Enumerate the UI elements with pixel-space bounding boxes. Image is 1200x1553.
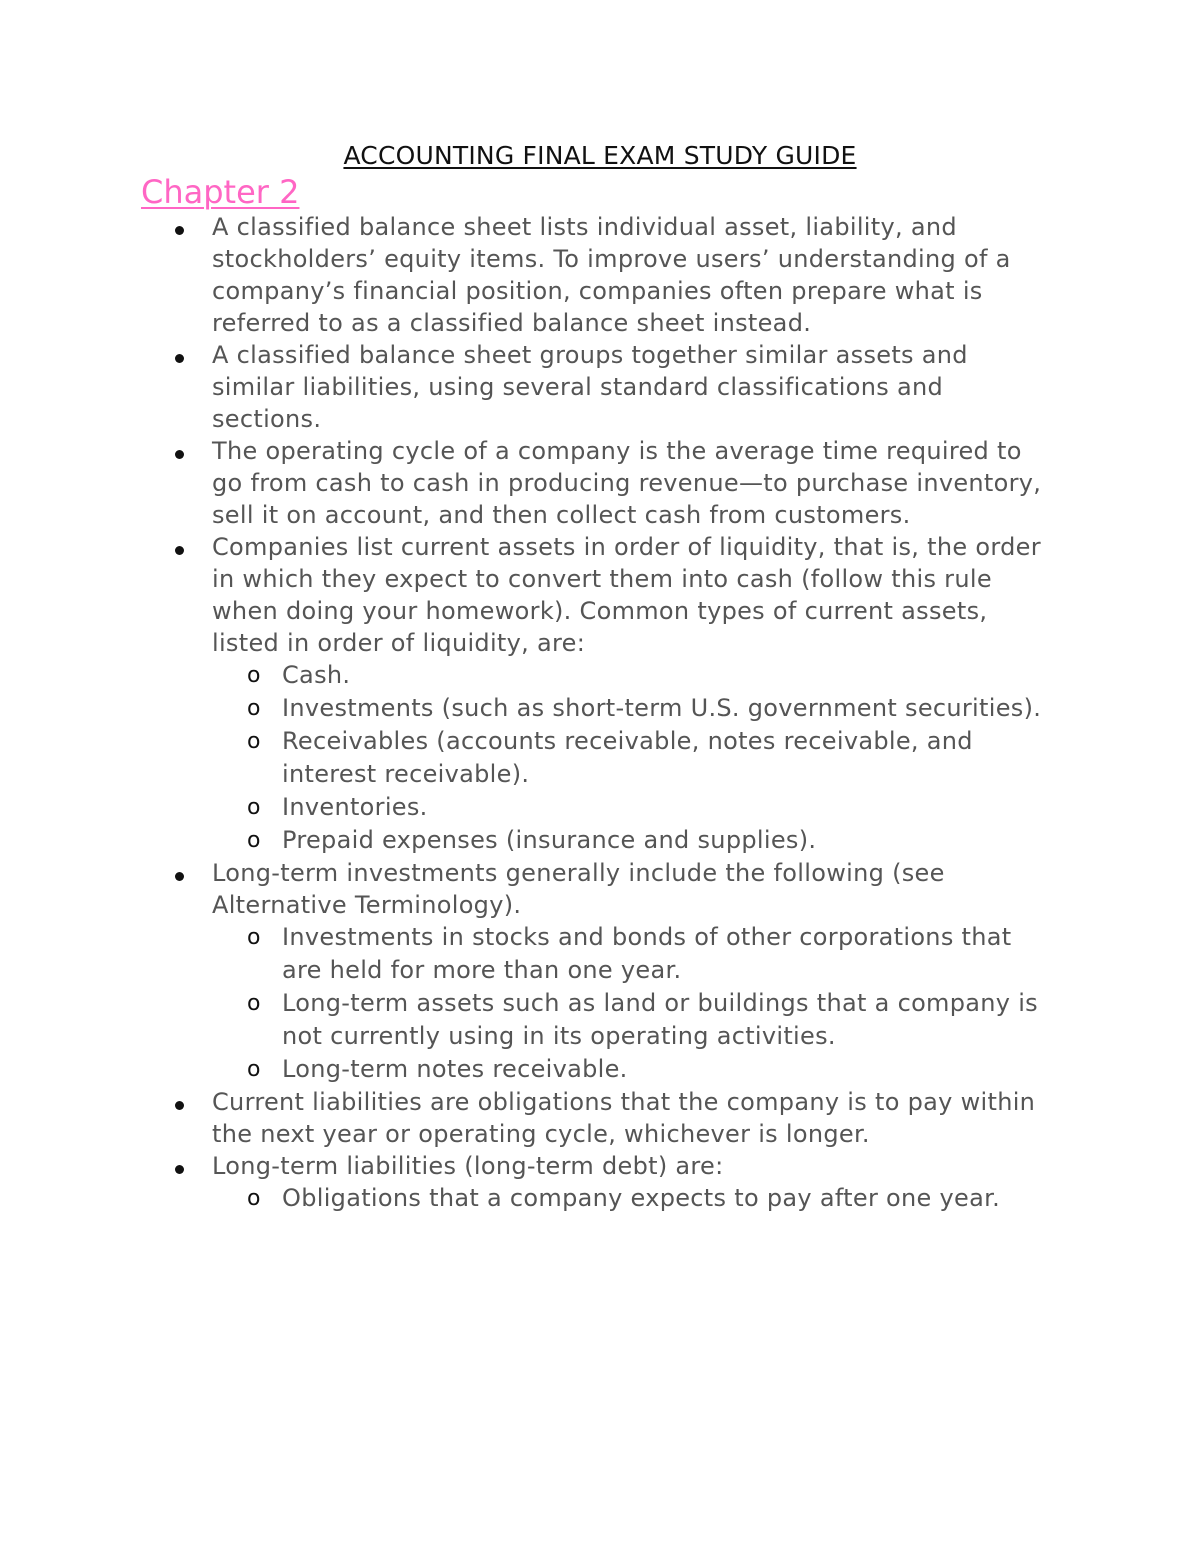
sub-bullet-marker-icon: o	[247, 729, 261, 754]
sub-bullet-text: Investments in stocks and bonds of other corporations that are held for more than one year.	[282, 923, 1012, 984]
list-item	[0, 531, 1057, 857]
sub-list-item	[247, 692, 1057, 725]
sub-bullet-marker-icon: o	[247, 991, 261, 1016]
bullet-dot-icon	[175, 546, 184, 555]
bullet-text: The operating cycle of a company is the average time required to go from cash to cash in producing revenue—to purchase inventory, sell it on account, and then collect cash from customers.	[212, 437, 1042, 529]
sub-bullet-text: Long-term assets such as land or buildings that a company is not currently using in its operating activities.	[282, 989, 1038, 1050]
sub-bullet-text: Long-term notes receivable.	[282, 1055, 628, 1083]
sub-list-item	[247, 1053, 1057, 1086]
bullet-dot-icon	[175, 1165, 184, 1174]
bullet-text: A classified balance sheet lists individual asset, liability, and stockholders’ equity items. To improve users’ understanding of a company’s financial position, companies often prepare what is referred to as a classified balance sheet instead.	[212, 213, 1011, 337]
sub-bullet-text: Inventories.	[282, 793, 428, 821]
sub-bullet-text: Receivables (accounts receivable, notes receivable, and interest receivable).	[282, 727, 973, 788]
sub-bullet-list	[212, 1182, 1057, 1215]
sub-bullet-marker-icon: o	[247, 795, 261, 820]
sub-list-item	[247, 1182, 1057, 1215]
sub-list-item	[247, 824, 1057, 857]
sub-list-item	[247, 987, 1057, 1053]
list-item	[0, 1086, 1057, 1150]
sub-bullet-list	[212, 659, 1057, 857]
chapter-heading: Chapter 2	[141, 173, 300, 211]
bullet-text: Companies list current assets in order of liquidity, that is, the order in which they expect to convert them into cash (follow this rule when doing your homework). Common types of current assets, listed in order of liquidity, are:	[212, 533, 1041, 657]
sub-list-item	[247, 725, 1057, 791]
list-item	[0, 435, 1057, 531]
list-item	[0, 857, 1057, 1086]
sub-bullet-list	[212, 921, 1057, 1086]
bullet-text: A classified balance sheet groups together similar assets and similar liabilities, using several standard classifications and sections.	[212, 341, 968, 433]
document-title: ACCOUNTING FINAL EXAM STUDY GUIDE	[343, 141, 857, 170]
sub-list-item	[247, 659, 1057, 692]
bullet-dot-icon	[175, 226, 184, 235]
bullet-list	[0, 211, 1200, 1215]
sub-list-item	[247, 921, 1057, 987]
sub-bullet-text: Investments (such as short-term U.S. government securities).	[282, 694, 1042, 722]
bullet-dot-icon	[175, 354, 184, 363]
list-item	[0, 1150, 1057, 1215]
document-body	[0, 211, 1200, 1215]
list-item	[0, 339, 1057, 435]
bullet-text: Long-term liabilities (long-term debt) are:	[212, 1152, 724, 1180]
bullet-text: Current liabilities are obligations that the company is to pay within the next year or operating cycle, whichever is longer.	[212, 1088, 1036, 1148]
bullet-dot-icon	[175, 872, 184, 881]
sub-bullet-text: Cash.	[282, 661, 351, 689]
bullet-dot-icon	[175, 1101, 184, 1110]
sub-list-item	[247, 791, 1057, 824]
sub-bullet-marker-icon: o	[247, 696, 261, 721]
sub-bullet-marker-icon: o	[247, 663, 261, 688]
bullet-text: Long-term investments generally include the following (see Alternative Terminology).	[212, 859, 945, 919]
sub-bullet-marker-icon: o	[247, 828, 261, 853]
list-item	[0, 211, 1057, 339]
sub-bullet-marker-icon: o	[247, 1057, 261, 1082]
sub-bullet-marker-icon: o	[247, 925, 261, 950]
sub-bullet-text: Obligations that a company expects to pay after one year.	[282, 1184, 1000, 1212]
bullet-dot-icon	[175, 450, 184, 459]
sub-bullet-text: Prepaid expenses (insurance and supplies).	[282, 826, 817, 854]
sub-bullet-marker-icon: o	[247, 1186, 261, 1211]
